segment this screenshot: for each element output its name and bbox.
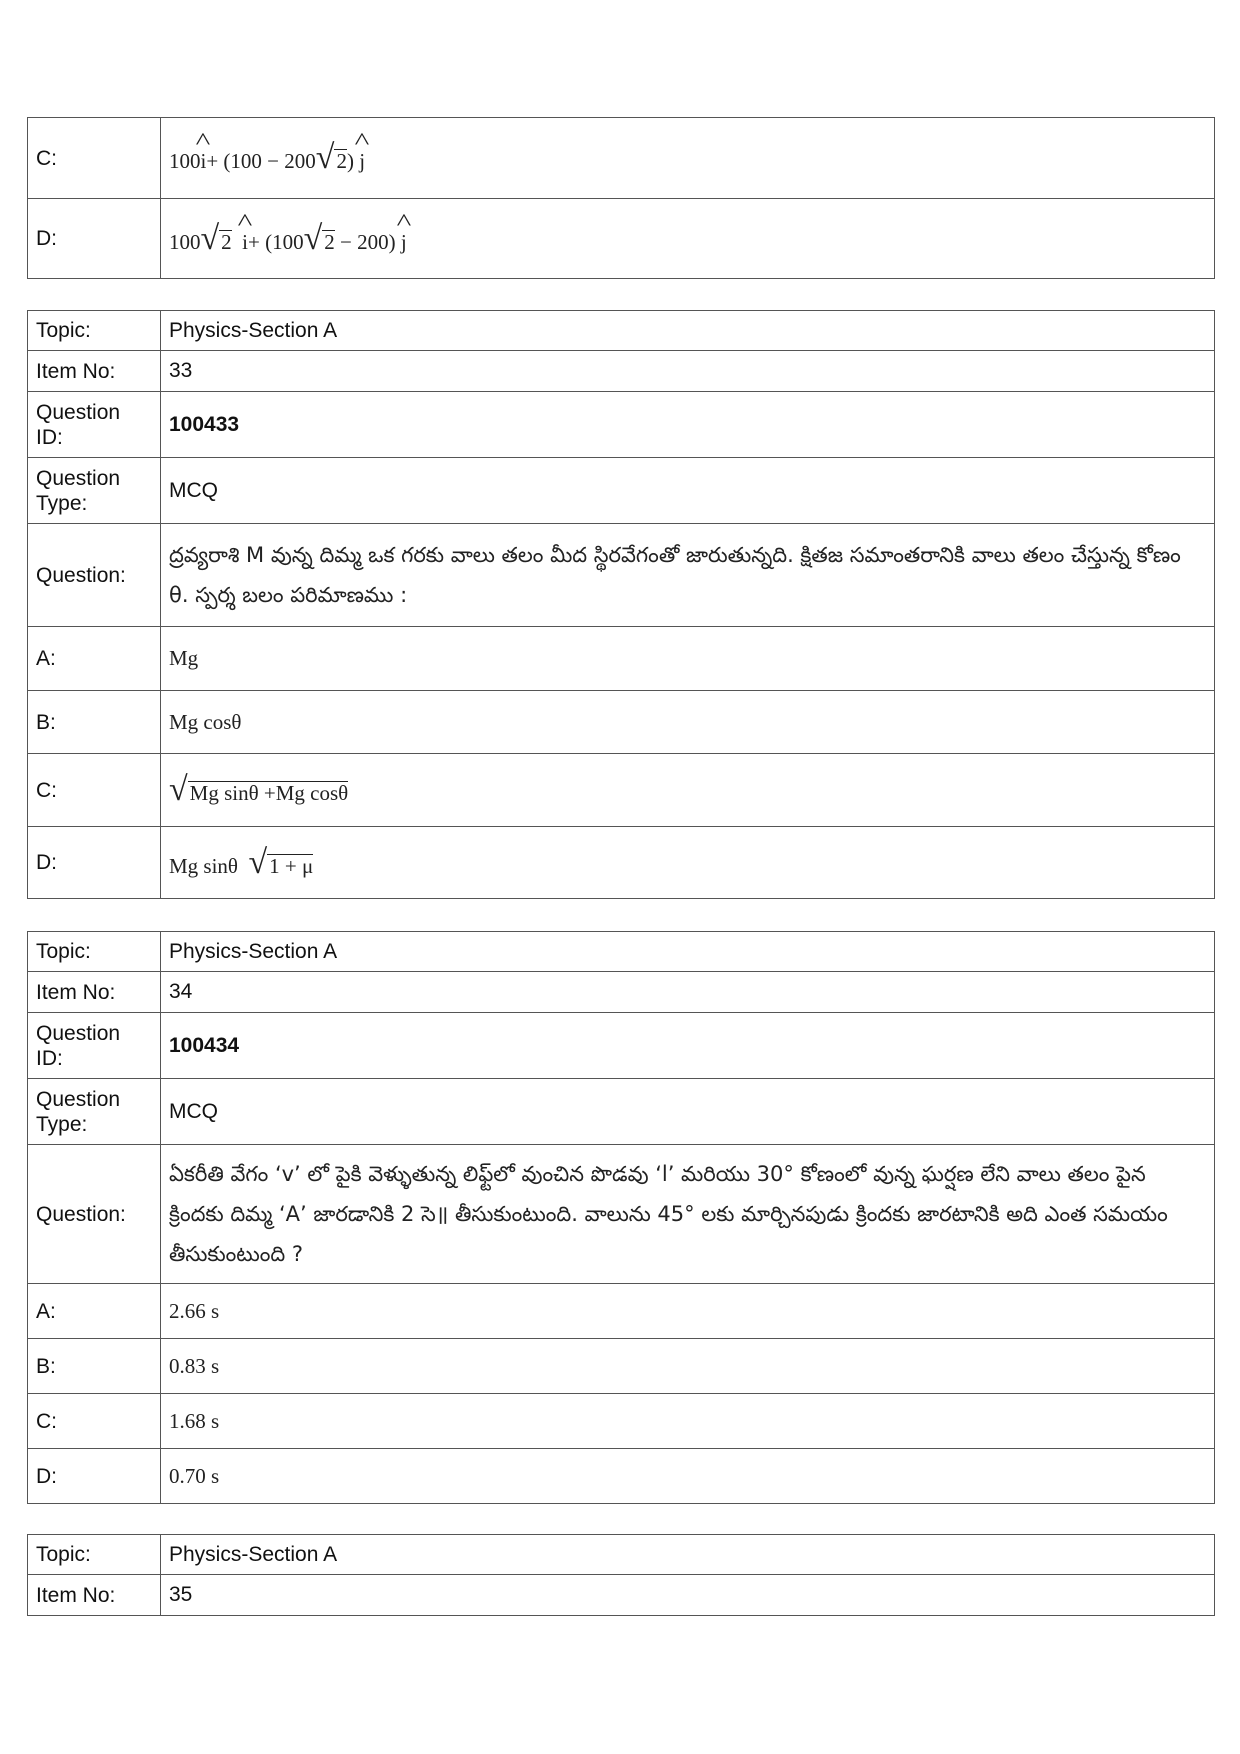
item-no-value: 35 — [161, 1575, 1215, 1616]
item-no-row — [28, 972, 1215, 1013]
question-id-label: Question ID: — [28, 1013, 161, 1079]
question-id-label: Question ID: — [28, 392, 161, 458]
option-c-value: 1.68 s — [161, 1394, 1215, 1449]
question-label: Question: — [28, 1145, 161, 1284]
option-row-d — [28, 827, 1215, 899]
option-label: B: — [28, 691, 161, 754]
option-label: C: — [28, 118, 161, 199]
option-row-c — [28, 1394, 1215, 1449]
option-row-b — [28, 1339, 1215, 1394]
question-type-label: Question Type: — [28, 1079, 161, 1145]
topic-value: Physics-Section A — [161, 311, 1215, 351]
question-type-value: MCQ — [161, 458, 1215, 524]
option-row-c — [28, 754, 1215, 827]
option-row-b — [28, 691, 1215, 754]
topic-label: Topic: — [28, 1535, 161, 1575]
option-label: D: — [28, 199, 161, 279]
question-id-value: 100434 — [161, 1013, 1215, 1079]
item-no-row — [28, 1575, 1215, 1616]
item-no-value: 33 — [161, 351, 1215, 392]
option-label: A: — [28, 627, 161, 691]
item-no-row — [28, 351, 1215, 392]
option-label: C: — [28, 754, 161, 827]
item-no-label: Item No: — [28, 972, 161, 1013]
question-type-row — [28, 458, 1215, 524]
topic-label: Topic: — [28, 932, 161, 972]
option-label: C: — [28, 1394, 161, 1449]
option-label: A: — [28, 1284, 161, 1339]
question-text: ఏకరీతి వేగం ‘v’ లో పైకి వెళ్ళుతున్న లిఫ్ట్‌లో వుంచిన పొడవు ‘l’ మరియు 30° కోణంలో వున్న ఘర్షణ లేని వాలు తలం పైన క్రిందకు దిమ్మ ‘A’ జారడానికి 2 సె॥ తీసుకుంటుంది. వాలును 45° లకు మార్చినపుడు క్రిందకు జారటానికి అది ఎంత సమయం తీసుకుంటుంది ? — [161, 1145, 1215, 1284]
option-d-value: 100√2 ^ i+ (100√2 − 200) ^ j — [161, 199, 1215, 279]
topic-row — [28, 932, 1215, 972]
option-c-value: √Mg sinθ +Mg cosθ — [161, 754, 1215, 827]
option-d-value: Mg sinθ √1 + μ — [161, 827, 1215, 899]
question-type-label: Question Type: — [28, 458, 161, 524]
option-row-a — [28, 1284, 1215, 1339]
question-id-row — [28, 1013, 1215, 1079]
option-row-d — [28, 1449, 1215, 1504]
topic-row — [28, 1535, 1215, 1575]
topic-value: Physics-Section A — [161, 932, 1215, 972]
question-label: Question: — [28, 524, 161, 627]
item-no-value: 34 — [161, 972, 1215, 1013]
question-text: ద్రవ్యరాశి M వున్న దిమ్మ ఒక గరకు వాలు తలం మీద స్థిరవేగంతో జారుతున్నది. క్షితజ సమాంతరానికి వాలు తలం చేస్తున్న కోణం θ. స్పర్శ బలం పరిమాణము : — [161, 524, 1215, 627]
option-label: B: — [28, 1339, 161, 1394]
topic-row — [28, 311, 1215, 351]
option-b-value: Mg cosθ — [161, 691, 1215, 754]
question-id-row — [28, 392, 1215, 458]
question-34-table — [27, 931, 1215, 1504]
question-row — [28, 524, 1215, 627]
option-a-value: Mg — [161, 627, 1215, 691]
topic-value: Physics-Section A — [161, 1535, 1215, 1575]
prev-question-table — [27, 117, 1215, 279]
question-type-value: MCQ — [161, 1079, 1215, 1145]
question-35-table — [27, 1534, 1215, 1616]
question-row — [28, 1145, 1215, 1284]
question-33-table — [27, 310, 1215, 899]
option-label: D: — [28, 1449, 161, 1504]
option-label: D: — [28, 827, 161, 899]
question-id-value: 100433 — [161, 392, 1215, 458]
option-row-a — [28, 627, 1215, 691]
item-no-label: Item No: — [28, 1575, 161, 1616]
option-a-value: 2.66 s — [161, 1284, 1215, 1339]
option-b-value: 0.83 s — [161, 1339, 1215, 1394]
option-c-value: 100^ i+ (100 − 200√2) ^ j — [161, 118, 1215, 199]
option-d-value: 0.70 s — [161, 1449, 1215, 1504]
option-row-c — [28, 118, 1215, 199]
question-type-row — [28, 1079, 1215, 1145]
option-row-d — [28, 199, 1215, 279]
topic-label: Topic: — [28, 311, 161, 351]
item-no-label: Item No: — [28, 351, 161, 392]
